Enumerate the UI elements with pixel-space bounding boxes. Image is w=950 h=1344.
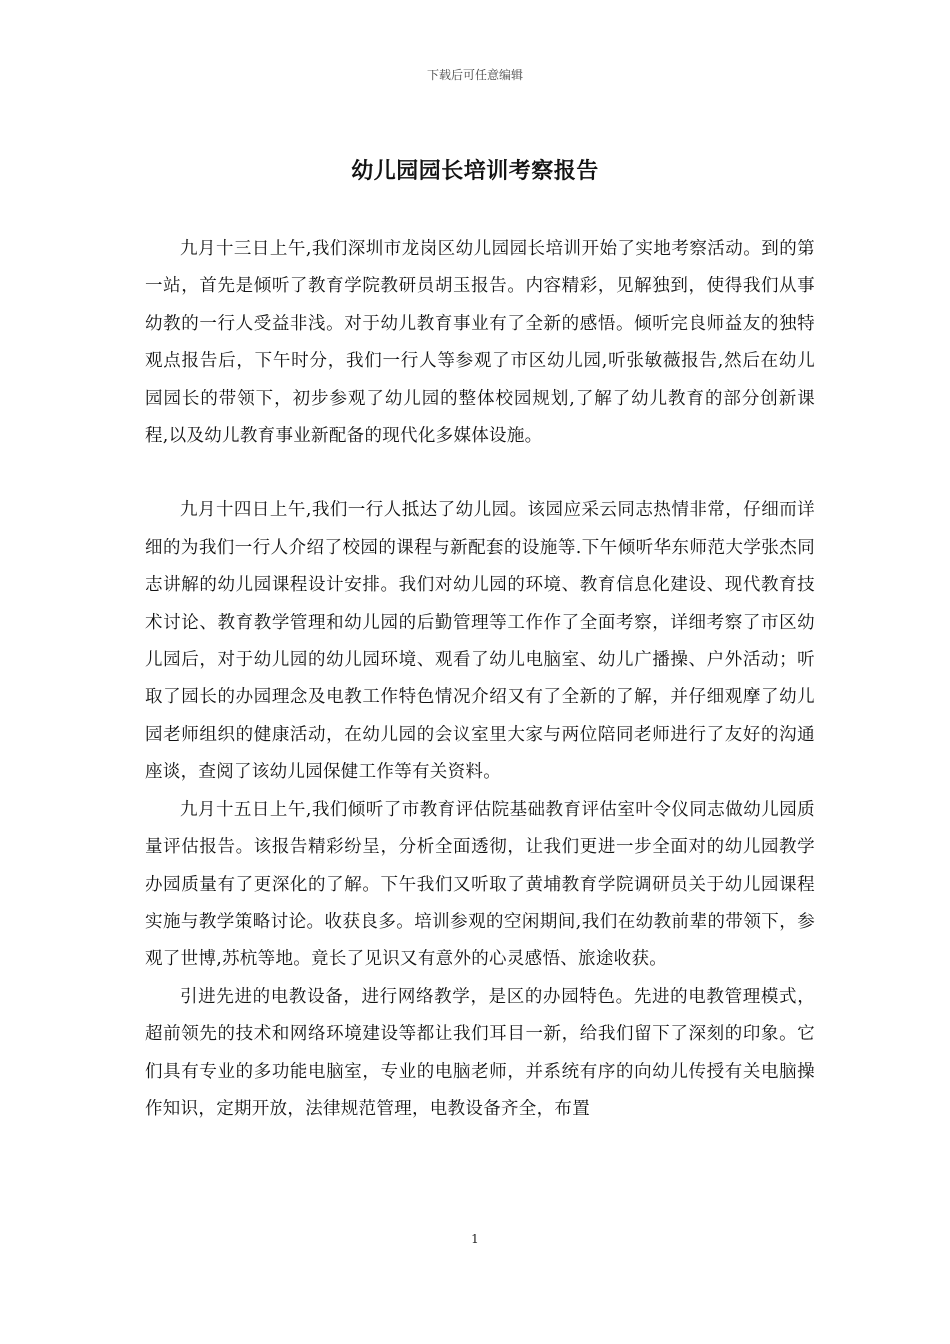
paragraph-gap [145,455,815,492]
page-number: 1 [471,1232,479,1246]
paragraph-4: 引进先进的电教设备，进行网络教学，是区的办园特色。先进的电教管理模式，超前领先的技术和网络环境建设等都让我们耳目一新，给我们留下了深刻的印象。它们具有专业的多功能电脑室，专业的电脑老师，并系统有序的向幼儿传授有关电脑操作知识，定期开放，法律规范管理，电教设备齐全，布置 [145,986,815,1119]
paragraph-2: 九月十四日上午,我们一行人抵达了幼儿园。该园应采云同志热情非常，仔细而详细的为我们一行人介绍了校园的课程与新配套的设施等.下午倾听华东师范大学张杰同志讲解的幼儿园课程设计安排。我们对幼儿园的环境、教育信息化建设、现代教育技术讨论、教育教学管理和幼儿园的后勤管理等工作作了全面考察，详细考察了市区幼儿园后，对于幼儿园的幼儿园环境、观看了幼儿电脑室、幼儿广播操、户外活动；听取了园长的办园理念及电教工作特色情况介绍又有了全新的了解，并仔细观摩了幼儿园老师组织的健康活动，在幼儿园的会议室里大家与两位陪同老师进行了友好的沟通座谈，查阅了该幼儿园保健工作等有关资料。 [145,500,815,783]
page-header: 下载后可任意编辑 [426,68,523,82]
document-body [145,231,815,1128]
paragraph-3: 九月十五日上午,我们倾听了市教育评估院基础教育评估室叶令仪同志做幼儿园质量评估报告。该报告精彩纷呈，分析全面透彻，让我们更进一步全面对的幼儿园教学办园质量有了更深化的了解。下午我们又听取了黄埔教育学院调研员关于幼儿园课程实施与教学策略讨论。收获良多。培训参观的空闲期间,我们在幼教前辈的带领下，参观了世博,苏杭等地。竟长了见识又有意外的心灵感悟、旅途收获。 [145,799,815,970]
paragraph-1: 九月十三日上午,我们深圳市龙岗区幼儿园园长培训开始了实地考察活动。到的第一站，首先是倾听了教育学院教研员胡玉报告。内容精彩，见解独到，使得我们从事幼教的一行人受益非浅。对于幼儿教育事业有了全新的感悟。倾听完良师益友的独特观点报告后，下午时分，我们一行人等参观了市区幼儿园,听张敏薇报告,然后在幼儿园园长的带领下，初步参观了幼儿园的整体校园规划,了解了幼儿教育的部分创新课程,以及幼儿教育事业新配备的现代化多媒体设施。 [145,239,815,447]
document-title: 幼儿园园长培训考察报告 [351,158,599,184]
